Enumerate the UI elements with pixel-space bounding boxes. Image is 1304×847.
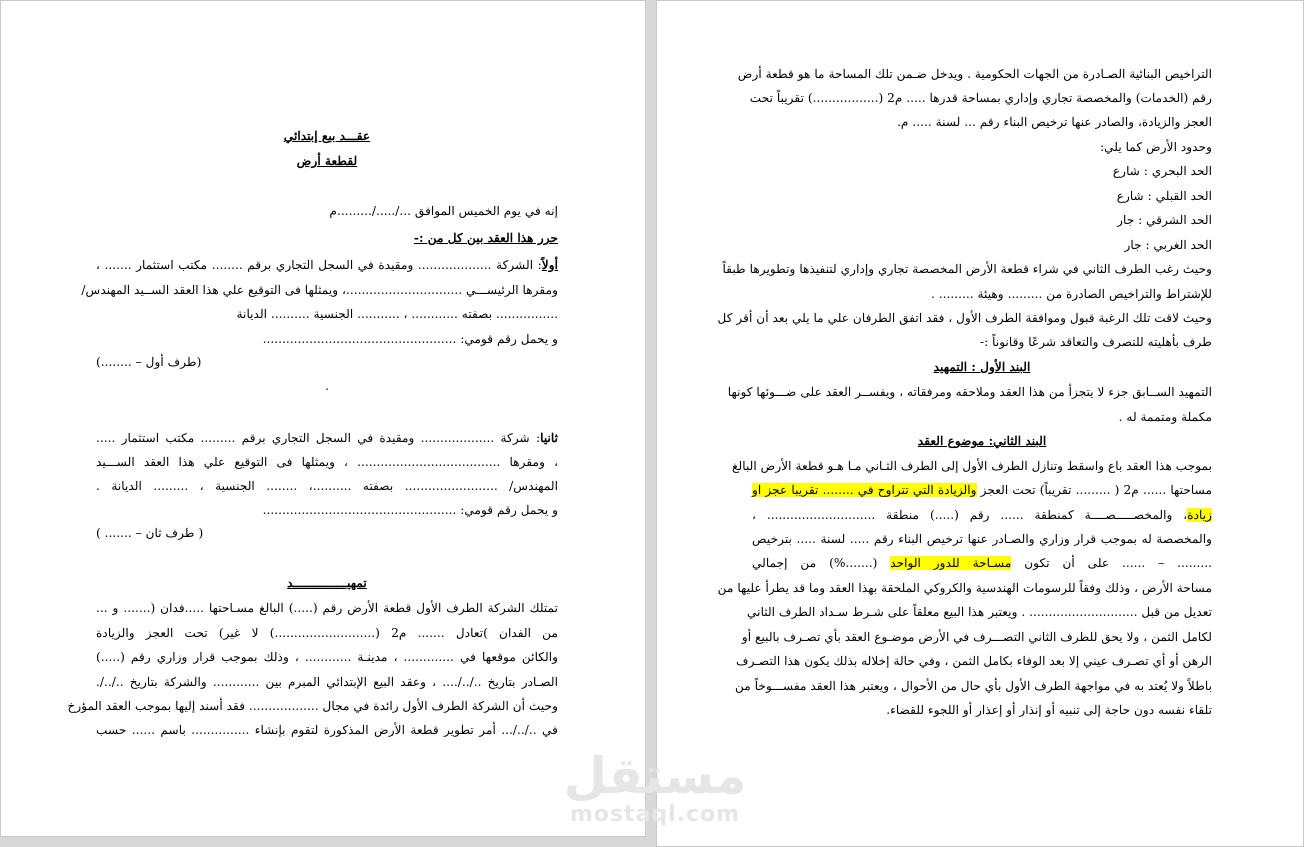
clause2-line: ......... – ...... على أن تكون مسـاحة للدور الواحد (.......%) من إجمالي — [752, 556, 1212, 570]
desire-line: طرف بأهليته للتصرف والتعاقد شرعًا وقانوناً :- — [980, 335, 1212, 349]
clause2-line: مساحتها ...... م2 ( ......... تقريباً) تحت العجز والزيادة التي تتراوح في ........ تقريبا عجز او — [752, 483, 1212, 497]
contract-title: عقـــد بيع إبتدائي — [283, 129, 371, 143]
party2-line3: المهندس/ ........................ بصفته ..........، ........ الجنسية ، ......... الديانة . — [96, 479, 558, 493]
clause2-line: لكامل الثمن ، ولا يحق للطرف الثاني التصـــرف في الأرض موضـوع العقد بأي تصـرف بالبيع أو — [741, 630, 1212, 644]
party1-line4: و يحمل رقم قومي: .................................................. — [262, 332, 558, 346]
party2-line2: ، ومقرها ..................................... ، ويمثلها فى التوقيع علي هذا العقد الســـيد — [96, 455, 558, 469]
clause2-line: مساحة الأرض ، وذلك وفقاً للرسومات الهندسية والكروكي الملحقة بهذا العقد وما قد يطرأ عليها من — [717, 581, 1212, 595]
mostaql-watermark — [560, 748, 750, 828]
preamble-line: تمتلك الشركة الطرف الأول قطعة الأرض رقم (.....) البالغ مسـاحتها .....فدان (....... و ... — [96, 601, 558, 615]
border-item: الحد الشرقي : جار — [1117, 213, 1212, 227]
clause2-line: الرهن أو أي تصـرف عيني إلا بعد الوفاء بكامل الثمن ، وفي حالة إخلاله بذلك يكون هذا التصـرف — [736, 654, 1212, 668]
border-item: الحد الغربي : جار — [1124, 238, 1212, 252]
date-line: إنه في يوم الخميس الموافق .../...../.........م — [329, 204, 558, 218]
document-page-right — [656, 0, 1304, 847]
clause2-line: زيادة، والمخصـــــصــــة كمنطقة ...... رقم (.....) منطقة ............................ ، — [752, 508, 1212, 522]
document-page-left — [0, 0, 646, 837]
preamble-line: الصـادر بتاريخ ../../.... ، وعقد البيع الإبتدائي المبرم بين ............ والشركة بتاريخ ../../. — [96, 675, 558, 689]
party1-label: أولاً — [541, 258, 558, 272]
highlighted-text: زيادة — [1187, 508, 1212, 522]
intro-line: رقم (الخدمات) والمخصصة تجاري وإداري بمساحة قدرها ..... م2 (.................) تقريباً تحت — [749, 91, 1212, 105]
preamble-line: وحيث أن الشركة الطرف الأول رائدة في مجال .................. فقد أسند إليها بموجب العقد المؤرخ — [67, 699, 558, 713]
clause1-line: التمهيد الســابق جزء لا يتجزأ من هذا العقد وملاحقه ومرفقاته ، ويفســر العقد على ضـــوئها كونها — [727, 385, 1212, 399]
clause2-line: باطلاً ولا يُعتد به في مواجهة الطرف الأول بأي حال من الأحوال ، ويعتبر هذا العقد مفســـوخاً من — [735, 679, 1212, 693]
parties-heading: حرر هذا العقد بين كل من :- — [413, 231, 558, 245]
party2-label: ثانيا — [540, 431, 558, 445]
clause2-line: والمخصصة له بموجب قرار وزاري والصـادر عنها ترخيص البناء رقم ..... لسنة ..... بترخيص — [752, 532, 1212, 546]
preamble-line: في ../../... أمر تطوير قطعة الأرض المذكورة لتقوم بإنشاء ............... باسم ...... حسب — [96, 723, 558, 737]
desire-line: للإشتراط والتراخيص الصادرة من ......... وهيئة ......... . — [931, 287, 1212, 301]
separator-dot: . — [325, 379, 329, 393]
preamble-line: من الفدان )تعادل ....... م2 (..........................) لا غير) تحت العجز والزيادة — [96, 626, 558, 640]
highlighted-text: والزيادة التي تتراوح في ........ تقريبا عجز او — [752, 483, 977, 497]
desire-line: وحيث لاقت تلك الرغبة قبول وموافقة الطرف الأول ، فقد اتفق الطرفان علي ما يلي بعد أن أقر كل — [717, 311, 1212, 325]
party2-line1: ثانيا: شركة ................... ومقيدة في السجل التجاري برقم ......... مكتب استثمار ..... — [96, 431, 558, 445]
party2-line4: و يحمل رقم قومي: .................................................. — [262, 503, 558, 517]
party1-line2: ومقرها الرئيســـي ..............................، ويمثلها فى التوقيع علي هذا العقد الســيد المهندس/ — [81, 283, 558, 297]
clause2-line: تعديل من قبل ............................ . ويعتبر هذا البيع معلقاً على شـرط سـداد الطرف الثاني — [747, 605, 1212, 619]
intro-line: العجز والزيادة، والصادر عنها ترخيص البناء رقم ... لسنة ..... م. — [897, 115, 1212, 129]
party1-tag: (طرف أول – ........) — [96, 355, 202, 369]
highlighted-text: مسـاحة للدور الواحد — [890, 556, 1012, 570]
preamble-line: والكائن موقعها في ............. ، مدينـة ............ ، وذلك بموجب قرار وزاري رقم (.....) — [96, 650, 558, 664]
watermark-arabic: مستقل — [563, 747, 747, 805]
party2-tag: ( طرف ثان – ....... ) — [96, 526, 204, 540]
border-item: الحد البحري : شارع — [1112, 164, 1212, 178]
intro-line: التراخيص البنائية الصـادرة من الجهات الحكومية . ويدخل ضـمن تلك المساحة ما هو قطعة أرض — [737, 67, 1212, 81]
clause2-heading: البند الثاني: موضوع العقد — [917, 434, 1047, 448]
watermark-latin: mostaql.com — [569, 802, 741, 827]
clause1-heading: البند الأول : التمهيد — [933, 360, 1031, 374]
clause2-line: بموجب هذا العقد باع واسقط وتنازل الطرف الأول إلى الطرف الثـاني مـا هـو قطعة الأرض البالغ — [732, 459, 1212, 473]
border-item: الحد القبلي : شارع — [1116, 189, 1212, 203]
clause1-line: مكملة ومتممة له . — [1118, 410, 1212, 424]
party1-line3: ................ بصفته ............ ، ........... الجنسية .......... الديانة — [236, 307, 558, 321]
preamble-heading: تمهيـــــــــــــــد — [287, 576, 367, 590]
clause2-line: تلقاء نفسه دون حاجة إلى تنبيه أو إنذار أو إعذار أو اللجوء للقضاء. — [886, 703, 1212, 717]
desire-line: وحيث رغب الطرف الثاني في شراء قطعة الأرض المخصصة تجاري وإداري لتنفيذها وتطويرها طبقاً — [722, 262, 1212, 276]
borders-heading: وحدود الأرض كما يلي: — [1100, 140, 1212, 154]
contract-subtitle: لقطعة أرض — [296, 154, 358, 168]
party1-line1: أولاً: الشركة ................... ومقيدة في السجل التجاري برقم ........ مكتب استثمار ....... ، — [96, 258, 558, 272]
